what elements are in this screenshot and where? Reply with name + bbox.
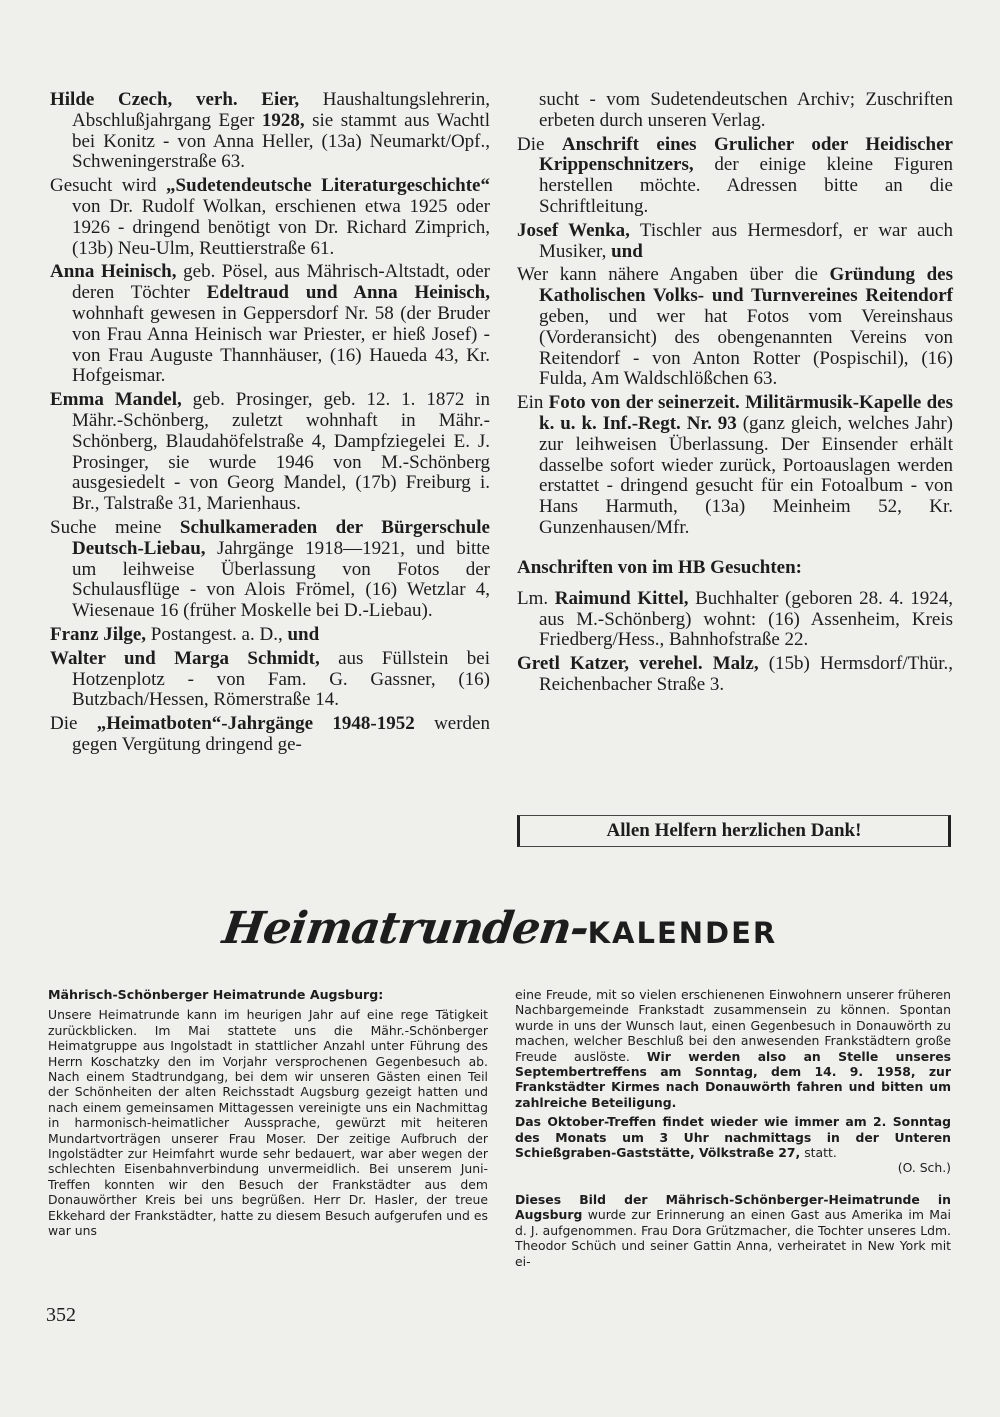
bold-text: und [611,240,643,262]
kalender-left-column [48,987,488,1239]
bold-text: Wir werden also an Stelle unseres Septembertreffens am Sonntag, dem 14. 9. 1958, zur Frankstädter Kirmes nach Donauwörth fahren und bitten um zahlreiche Beteiligung. [515,1048,951,1110]
text-run: Unsere Heimatrunde kann im heurigen Jahr auf eine rege Tätigkeit zurückblicken. Im Mai stattete uns die Mähr.-Schönberger Heimatgruppe aus Ingolstadt in stattlicher Anzahl unter Führung des Herrn Koschatzky den im Vorjahr versprochenen Gegenbesuch ab. Nach einem Stadtrundgang, bei dem wir unseren Gästen einen Teil der Schönheiten der alten Reichsstadt Augsburg gezeigt hatten und nach einem gemeinsamen Mittagessen vereinigte uns ein Nachmittag in harmonisch-heimatlicher Aussprache, gewürzt mit heiteren Mundartvorträgen unserer Frau Moser. Der zeitige Aufbruch der Ingolstädter zur Heimfahrt wurde sehr bedauert, war aber wegen der schlechten Eisenbahnverbindung unvermeidlich. Bei unserem Juni-Treffen konnten wir den Besuch der Frankstädter aus dem Donauwörther Kreis bei uns begrüßen. Herr Dr. Hasler, der treue Ekkehard der Frankstädter, hatte zu diesem Besuch aufgerufen und es war uns [48,1007,488,1239]
bold-text: Edeltraud und Anna Heinisch, [206,282,490,304]
bold-text: 1928, [261,109,305,131]
text-run: aus Füllstein bei Hotzenplotz - von Fam. G. Gassner, (16) Butzbach/Hessen, Römerstraße 14. [72,647,490,711]
bold-text: Josef Wenka, [517,219,630,241]
text-run: Jahrgänge 1918—1921, und bitte um leihweise Überlassung von Fotos der Schulausflüge - von Alois Frömel, (16) Wetzlar 4, Wiesenaue 16 (früher Moskelle bei D.-Liebau). [72,537,490,622]
bold-text: und [287,623,320,645]
bold-text: „Sudetendeutsche Literaturgeschichte“ [166,175,490,197]
text-run: geb. Prosinger, geb. 12. 1. 1872 in Mähr.-Schönberg, zuletzt wohnhaft in Mähr.-Schönberg, Blaudahöfelstraße 4, Dampfziegelei E. J. Prosinger, sie wurde 1946 von M.-Schönberg ausgesiedelt - von Georg Mandel, (17b) Freiburg i. Br., Talstraße 31, Marienhaus. [72,389,491,515]
bold-text: Das Oktober-Treffen findet wieder wie immer am 2. Sonntag des Monats um 3 Uhr nachmittags in der Unteren Schießgraben-Gaststätte, Völkstraße 27, [515,1114,951,1161]
text-run: Gesucht wird [50,175,167,197]
text-run: Die [517,133,562,155]
notice-kittel [517,589,953,651]
notice-wenka [517,221,953,263]
text-run: eine Freude, mit so vielen erschienenen Einwohnern unserer früheren Nachbargemeinde Frankstadt zusammensein zu können. Spontan wurde in uns der Wunsch laut, einen Gegenbesuch in Donauwörth zu machen, welcher Beschluß bei den anwesenden Frankstädtern große Freude auslöste. [515,987,951,1064]
bold-text: Dieses Bild der Mährisch-Schönberger-Heimatrunde in Augsburg [515,1191,951,1223]
notice-bild [515,1192,951,1269]
text-run: von Dr. Rudolf Wolkan, erschienen etwa 1925 oder 1926 - dringend benötigt von Dr. Richard Zimprich, (13b) Neu-Ulm, Reuttierstraße 61. [72,195,490,259]
text-run: Die [50,713,97,735]
notice-literatur [50,176,490,259]
thanks-box: Allen Helfern herzlichen Dank! [517,815,951,847]
search-results-heading: Anschriften von im HB Gesuchten: [517,556,802,578]
notice-oktober [515,1114,951,1176]
text-run: werden gegen Vergütung dringend ge- [72,713,490,755]
text-run: Postangest. a. D., [146,623,288,645]
text-run: wurde zur Erinnerung an einen Gast aus Amerika im Mai d. J. aufgenommen. Frau Dora Grützmacher, die Tochter unseres Ldm. Theodor Schüch und seiner Gattin Anna, verheiratet in New York mit ei- [515,1207,951,1269]
kalender-right-body [515,987,951,1269]
text-run: (15b) Hermsdorf/Thür., Reichenbacher Straße 3. [539,653,953,695]
text-run: (ganz gleich, welches Jahr) zur leihweisen Überlassung. Der Einsender erhält dasselbe sofort wieder zurück, Portoauslagen werden erstattet - dringend gesucht für ein Fotoalbum - von Hans Harmuth, (13a) Meinheim 52, Kr. Gunzenhausen/Mfr. [539,412,953,538]
notice-augsburg [48,1007,488,1238]
notice-turnverein [517,265,953,390]
notice-walter [50,649,490,711]
text-run: Buchhalter (geboren 28. 4. 1924, aus M.-Schönberg) wohnt: (16) Assenheim, Kreis Friedberg/Hess., Bahnhofstraße 22. [539,587,953,651]
bold-text: Emma Mandel, [50,389,182,411]
bold-text: Foto von der seinerzeit. Militärmusik-Kapelle des k. u. k. Inf.-Regt. Nr. 93 [539,392,953,434]
bold-text: Schulkameraden der Bürgerschule Deutsch-Liebau, [72,516,490,559]
text-run: der einige kleine Figuren herstellen möchte. Adressen bitte an die Schriftleitung. [539,154,953,217]
bold-text: Anschrift eines Grulicher oder Heidischer Krippenschnitzers, [539,133,953,176]
text-run: Haushaltungslehrerin, Abschlußjahrgang Eger [72,89,490,131]
notice-heimatboten [50,714,490,756]
text-run: geben, und wer hat Fotos vom Vereinshaus (Vorderansicht) des obengenannten Vereins von Reitendorf - von Anton Rotter (Pospischil), (16) Fulda, Am Waldschlößchen 63. [539,305,953,390]
notice-anna [50,262,490,387]
signature: (O. Sch.) [897,1160,951,1176]
text-run: sucht - vom Sudetendeutschen Archiv; Zuschriften erbeten durch unseren Verlag. [539,89,953,131]
notice-hilde [50,90,490,173]
bold-text: Franz Jilge, [50,623,147,645]
text-run: wohnhaft gewesen in Geppersdorf Nr. 58 (der Bruder von Frau Anna Heinisch war Priester, er hieß Josef) - von Frau Auguste Thannhäuser, (16) Haueda 43, Kr. Hofgeismar. [72,302,490,387]
text-run: statt. [800,1145,837,1161]
bold-text: Hilde Czech, verh. Eier, [50,89,300,110]
bold-text: „Heimatboten“-Jahrgänge 1948-1952 [96,713,415,735]
left-column [50,90,490,759]
notice-sucht [517,90,953,132]
bold-text: Gretl Katzer, verehel. Malz, [517,653,759,675]
notice-krippen [517,135,953,218]
search-results [517,589,953,696]
bold-text: Walter und Marga Schmidt, [50,647,320,669]
notice-emma [50,390,490,515]
kalender-section-title: Mährisch-Schönberger Heimatrunde Augsburg: [48,987,384,1002]
notice-freude [515,987,951,1110]
kalender-left-body [48,1007,488,1238]
kalender-title [0,903,1000,954]
text-run: Tischler aus Hermesdorf, er war auch Musiker, [539,219,953,262]
text-run: Wer kann nähere Angaben über die [517,264,830,286]
text-run: Ein [517,392,549,414]
text-run: sie stammt aus Wachtl bei Konitz - von Anna Heller, (13a) Neumarkt/Opf., Schweningerstraße 63. [72,109,490,173]
text-run: Suche meine [50,516,180,538]
bold-text: Gründung des Katholischen Volks- und Turnvereines Reitendorf [539,264,953,307]
notice-katzer [517,654,953,696]
text-run: geb. Pösel, aus Mährisch-Altstadt, oder deren Töchter [72,261,490,304]
notice-schulkameraden [50,518,490,622]
bold-text: Raimund Kittel, [554,587,689,609]
text-run: Lm. [517,587,555,609]
page-number: 352 [46,1304,76,1326]
kalender-title-script: Heimatrunden- [219,903,592,954]
notice-militaer [517,393,953,539]
bold-text: Anna Heinisch, [50,261,177,283]
right-column [517,90,953,699]
kalender-title-caps: KALENDER [587,916,778,950]
right-notices [517,90,953,539]
kalender-right-column [515,987,951,1269]
notice-franz [50,625,490,646]
